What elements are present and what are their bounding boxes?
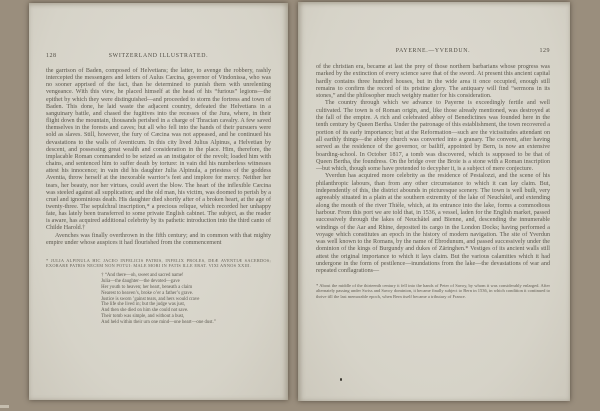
page-right-header — [316, 48, 550, 56]
footnote-yverdun-history: * About the middle of the thirteenth century it fell into the hands of Peter of Savoy, by whom it was considerably enlarged. After alternately passing under Swiss and Savoy dominion, it became finally subject to Bern in 1536, in which condition it continued to thrive till the last memorable epoch, when Bern itself became a tributary of France. — [316, 282, 550, 299]
verse-line: Justice is sworn ’gainst tears, and hers would crave — [101, 296, 200, 302]
paragraph: The country through which we advance to Payerne is exceedingly fertile and well cultivated. The town is of Roman origin, and, like those already mentioned, was destroyed at the fall of the empire. A rich and celebrated abbey of Benedictines was founded here in the tenth century by Queen Bertha. Under the patronage of this establishment, the town recovered a portion of its early importance; but at the Reformation—such are the vicissitudes attendant on all earthly things—the abbey church was converted into a granary. The convent, after having served as the residence of the governor, or bailiff, appointed by Bern, is now an extensive boarding-school. In October 1817, a tomb was discovered, which is supposed to be that of Queen Bertha, the foundress. On the bridge over the Broie is a stone with a Roman inscription—but which, though some have pretended to decypher it, is a subject of mere conjecture. — [316, 100, 550, 173]
footnote-childe-harold-verse — [101, 273, 216, 326]
verse-line: Their tomb was simple, and without a bust, — [101, 314, 185, 320]
footnote-latin-inscription: * JULIA ALPINULA HIC JACEO INFELICIS PATRIS, INFELIX PROLES, DEÆ AVENTIÆ SACERDOS; EXORARE PATRIS NECEM NON POTUI: MALE MORI IN FATIS ILLE ERAT. VIXI ANNOS XXIII. — [46, 257, 271, 269]
paragraph: of the christian era, became at last the prey of those northern barbarians whose progress was marked by the extinction of every science save that of the sword. At present this ancient capital hardly contains three hundred houses, but in the wide area it once occupied, enough still remains to confirm the record of its pristine glory. The antiquary will find “sermons in its stones,” and the philosopher much weighty matter for his consideration. — [316, 64, 550, 100]
running-header-left: SWITZERLAND ILLUSTRATED. — [108, 53, 209, 59]
page-number-left: 128 — [46, 53, 57, 59]
verse-line: The life she lived in; but the judge was just, — [101, 302, 186, 308]
paragraph: Avenches was finally overthrown in the fifth century; and in common with that mighty empire under whose auspices it had flourished from the commencement — [46, 232, 271, 246]
scan-edge-speck — [0, 405, 9, 408]
running-header-right: PAYERNE.—YVERDUN. — [395, 48, 471, 54]
verse-line: And then she died on him she could not save. — [101, 308, 189, 314]
printers-mark — [340, 378, 342, 381]
page-left-body — [46, 68, 271, 247]
page-left-footnotes — [46, 258, 271, 326]
verse-line: † “And there—oh, sweet and sacred name! — [101, 272, 184, 278]
page-number-right: 129 — [539, 48, 550, 54]
paragraph: Yverdun has acquired more celebrity as the residence of Pestalozzi, and the scene of his philanthropic labours, than from any other circumstance to which it can lay claim. But, independently of this, the district abounds in picturesque scenery. The town is well built, very agreeably situated in a plain at the southern extremity of the lake of Neuchâtel, and extending along the mouth of the river Thièle, which, at its entrance into the lake, forms a commodious harbour. From this port we are told that, in 1536, a vessel, laden for the English market, passed successively through the lakes of Neuchâtel and Bienne, and, descending the innumerable windings of the Aar and Rhine, deposited its cargo in the London Docks; having performed a voyage which constitutes an epoch in the history of modern navigation. The site of Yverdun was well known to the Romans, by the name of Ebrodunum, and passed successively under the dominion of the kings of Burgundy and dukes of Zäringhen.* Vestiges of its ancient walls still attest the original importance to which it lays claim. But the various calamities which it had undergone in the form of pestilence—inundations from the lake—the devastations of war and repeated conflagrations— — [316, 173, 550, 275]
page-right-body — [316, 64, 550, 276]
verse-line: Her youth to heaven; her heart, beneath a claim — [101, 284, 193, 290]
paragraph: the garrison of Baden, composed of Helvetians; the latter, to avenge the robbery, rashly intercepted the messengers and letters of Aulus Cæcina, governor of Vindonissa, who was no sooner apprised of the fact, than he determined to punish them with unrelenting vengeance. With this view, he placed himself at the head of his “furious” legions—the epithet by which they were distinguished—and proceeded to storm the fortress and town of Baden. This done, he laid waste the adjacent country, defeated the Helvetians in a sanguinary battle, and chased the fugitives into the recesses of the Jura, where, in their flight down the mountain, thousands perished in a charge of Thracian cavalry. A few saved themselves in the forests and caves; but all who fell into the hands of their pursuers were sold as slaves. Still, however, the fury of Cæcina was not appeased, and he continued his devastations to the walls of Aventicum. In this city lived Julius Alpinus, a Helvetian by descent, and possessing great wealth and consideration in the place. Him, therefore, the implacable Roman commanded to be seized as an instigator of the revolt; loaded him with chains, and sentenced him to suffer death by torture: in vain did his numberless witnesses attest his innocence; in vain did his daughter Julia Alpinula, a priestess of the goddess Aventia, throw herself at the inexorable warrior’s feet and implore for mercy. Neither her tears, her beauty, nor her virtues, could avert the blow. The heart of the inflexible Cæcina was steeled against all supplication; and the old man, his victim, was doomed to perish by a cruel and ignominious death. His daughter died shortly after of a broken heart, at the age of twenty-three. The sepulchral inscription,* a precious relique, which recorded her unhappy fate, has lately been transferred to some private English cabinet. The subject, as the reader is aware, has acquired additional celebrity by its pathetic introduction into the third canto of Childe Harold.† — [46, 68, 271, 232]
verse-line: Nearest to heaven’s, broke o’er a father’s grave. — [101, 290, 194, 296]
verse-line: Julia—the daughter—the devoted—gave — [101, 278, 180, 284]
page-left — [29, 3, 288, 400]
page-left-header — [46, 53, 271, 61]
page-right — [298, 2, 570, 401]
verse-line: And held within their urn one mind—one heart—one dust.” — [101, 320, 216, 326]
